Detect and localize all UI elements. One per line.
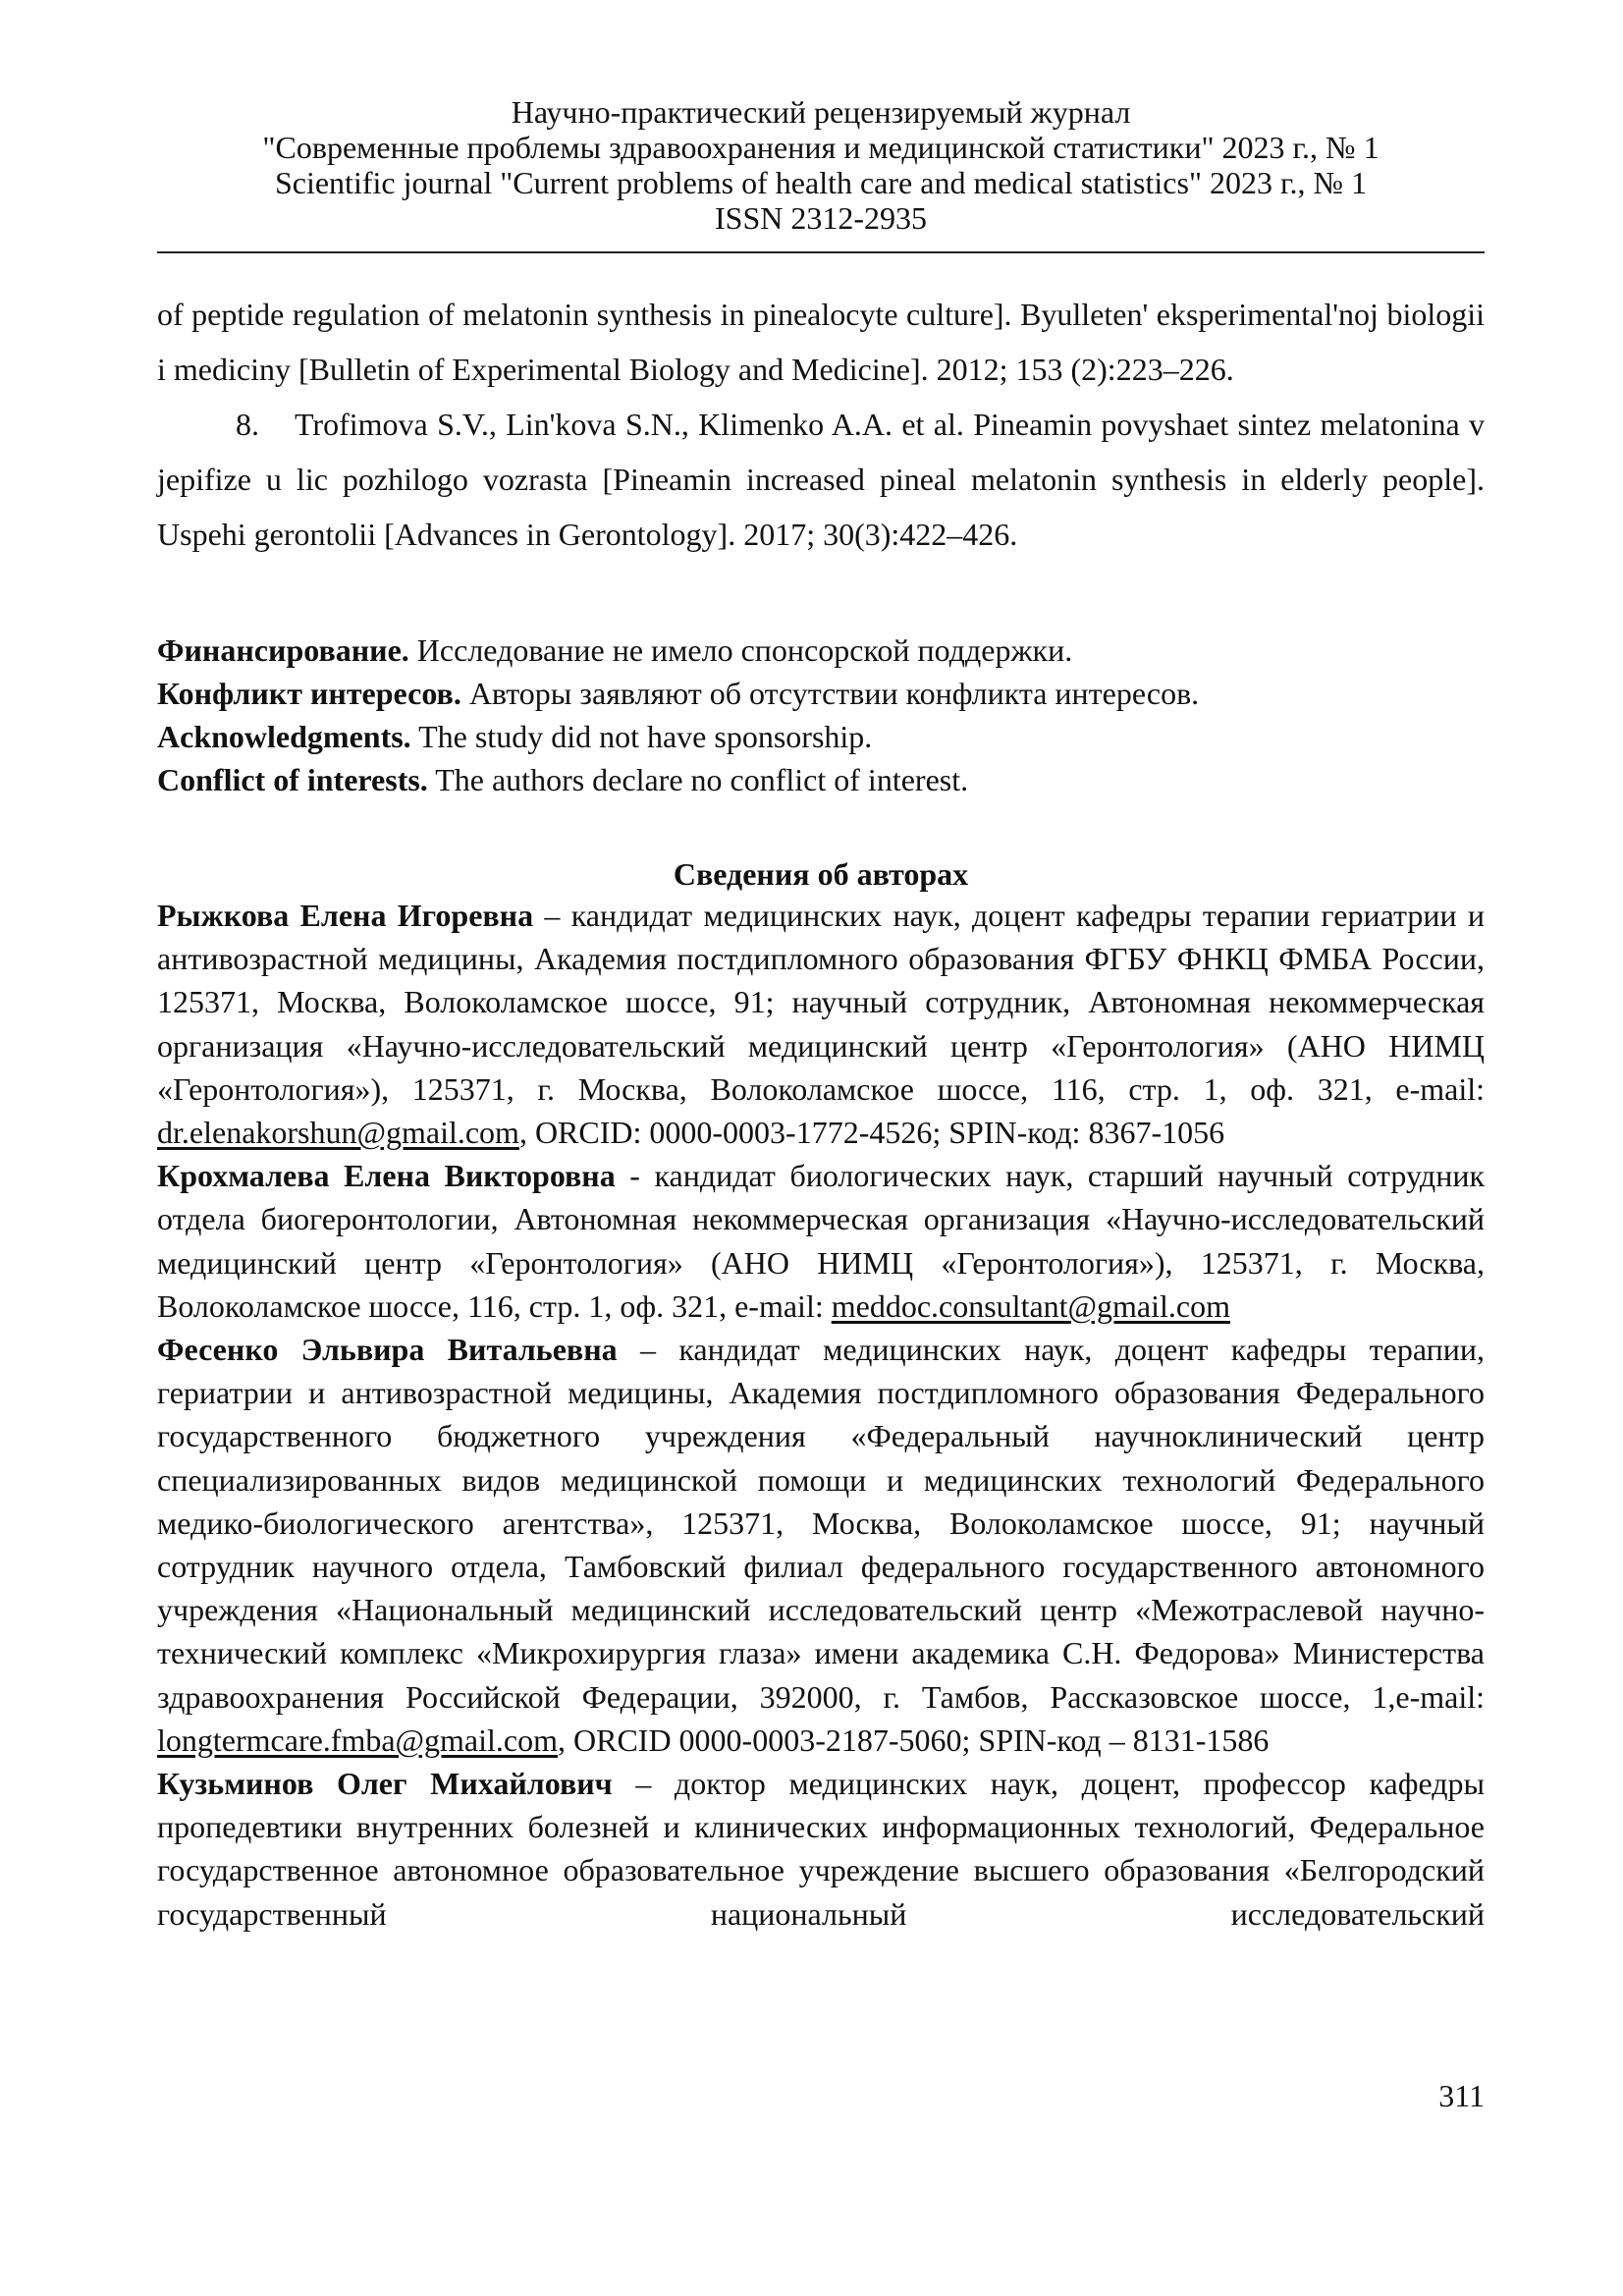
acknowledgments-label: Acknowledgments. [157,719,411,754]
header-divider [157,251,1485,253]
header-line-4: ISSN 2312-2935 [714,200,927,236]
conflict-of-interests-text: The authors declare no conflict of interest. [427,762,969,797]
author-email-link[interactable]: dr.elenakorshun@gmail.com [157,1115,519,1151]
author-details: – кандидат медицинских наук, доцент кафедры терапии гериатрии и антивозрастной медицины, Академия постдипломного образования ФГБУ ФНКЦ ФМБА России, 125371, Москва, Волоколамское шоссе, 91; научный сотрудник, Автономная некоммерческая организация «Научно-исследовательский медицинский центр «Геронтология» (АНО НИМЦ «Геронтология»), 125371, г. Москва, Волоколамское шоссе, 116, стр. 1, оф. 321, e-mail: [157,898,1486,1107]
author-entry [157,1762,1485,1936]
conflict-of-interests-label: Conflict of interests. [157,762,428,797]
authors-heading: Сведения об авторах [673,856,969,892]
page-number: 311 [1438,2078,1485,2113]
reference-text: Trofimova S.V., Lin'kova S.N., Klimenko A.A. et al. Pineamin povyshaet sintez melatonina v jepifize u lic pozhilogo vozrasta [Pineamin increased pineal melatonin synthesis in elderly people]. Uspehi gerontolii [Advances in Gerontology]. 2017; 30(3):422–426. [157,407,1485,552]
author-entry [157,1328,1485,1762]
conflict-label: Конфликт интересов. [157,676,461,711]
references-section [157,287,1485,562]
author-name: Крохмалева Елена Викторовна [157,1158,616,1194]
author-entry [157,894,1485,1154]
acknowledgments-statement [157,715,1485,758]
funding-text: Исследование не имело спонсорской поддержки. [408,632,1073,668]
author-email-link[interactable]: longtermcare.fmba@gmail.com [157,1722,558,1758]
funding-section [157,629,1485,801]
header-line-1: Научно-практический рецензируемый журнал [511,94,1131,130]
author-entry [157,1154,1485,1328]
conflict-text: Авторы заявляют об отсутствии конфликта интересов. [460,676,1200,711]
author-name: Рыжкова Елена Игоревна [157,898,534,933]
funding-statement [157,629,1485,672]
authors-section [157,894,1485,1936]
header-line-2: "Современные проблемы здравоохранения и медицинской статистики" 2023 г., № 1 [262,130,1380,165]
author-details: – кандидат медицинских наук, доцент кафедры терапии, гериатрии и антивозрастной медицины, Академия постдипломного образования Федерального государственного бюджетного учреждения «Федеральный научноклинический центр специализированных видов медицинской помощи и медицинских технологий Федерального медико-биологического агентства», 125371, Москва, Волоколамское шоссе, 91; научный сотрудник научного отдела, Тамбовский филиал федерального государственного автономного учреждения «Национальный медицинский исследовательский центр «Межотраслевой научно-технический комплекс «Микрохирургия глаза» имени академика С.Н. Федорова» Министерства здравоохранения Российской Федерации, 392000, г. Тамбов, Рассказовское шоссе, 1,e-mail: [157,1332,1486,1715]
author-details: – доктор медицинских наук, доцент, профессор кафедры пропедевтики внутренних болезней и клинических информационных технологий, Федеральное государственное автономное образовательное учреждение высшего образования «Белгородский государственный национальный исследовательский [157,1766,1486,1932]
reference-number: 8. [236,407,259,442]
author-name: Кузьминов Олег Михайлович [157,1766,613,1802]
acknowledgments-text: The study did not have sponsorship. [410,719,873,754]
author-ids: , ORCID 0000-0003-2187-5060; SPIN-код – 8131-1586 [557,1722,1270,1758]
funding-label: Финансирование. [157,632,409,668]
author-email-link[interactable]: meddoc.consultant@gmail.com [831,1287,1230,1324]
journal-header [157,94,1485,236]
author-ids: , ORCID: 0000-0003-1772-4526; SPIN-код: 8367-1056 [518,1115,1225,1151]
reference-item-8 [157,397,1485,562]
conflict-statement [157,672,1485,715]
reference-continuation: of peptide regulation of melatonin synthesis in pinealocyte culture]. Byulleten' eksperimental'noj biologii i mediciny [Bulletin of Experimental Biology and Medicine]. 2012; 153 (2):223–226. [157,297,1485,387]
author-details: - кандидат биологических наук, старший научный сотрудник отдела биогеронтологии, Автономная некоммерческая организация «Научно-исследовательский медицинский центр «Геронтология» (АНО НИМЦ «Геронтология»), 125371, г. Москва, Волоколамское шоссе, 116, стр. 1, оф. 321, e-mail: [157,1158,1486,1324]
header-line-3: Scientific journal "Current problems of health care and medical statistics" 2023 г., № 1 [274,165,1368,200]
author-name: Фесенко Эльвира Витальевна [157,1332,618,1368]
conflict-of-interests-statement [157,758,1485,801]
